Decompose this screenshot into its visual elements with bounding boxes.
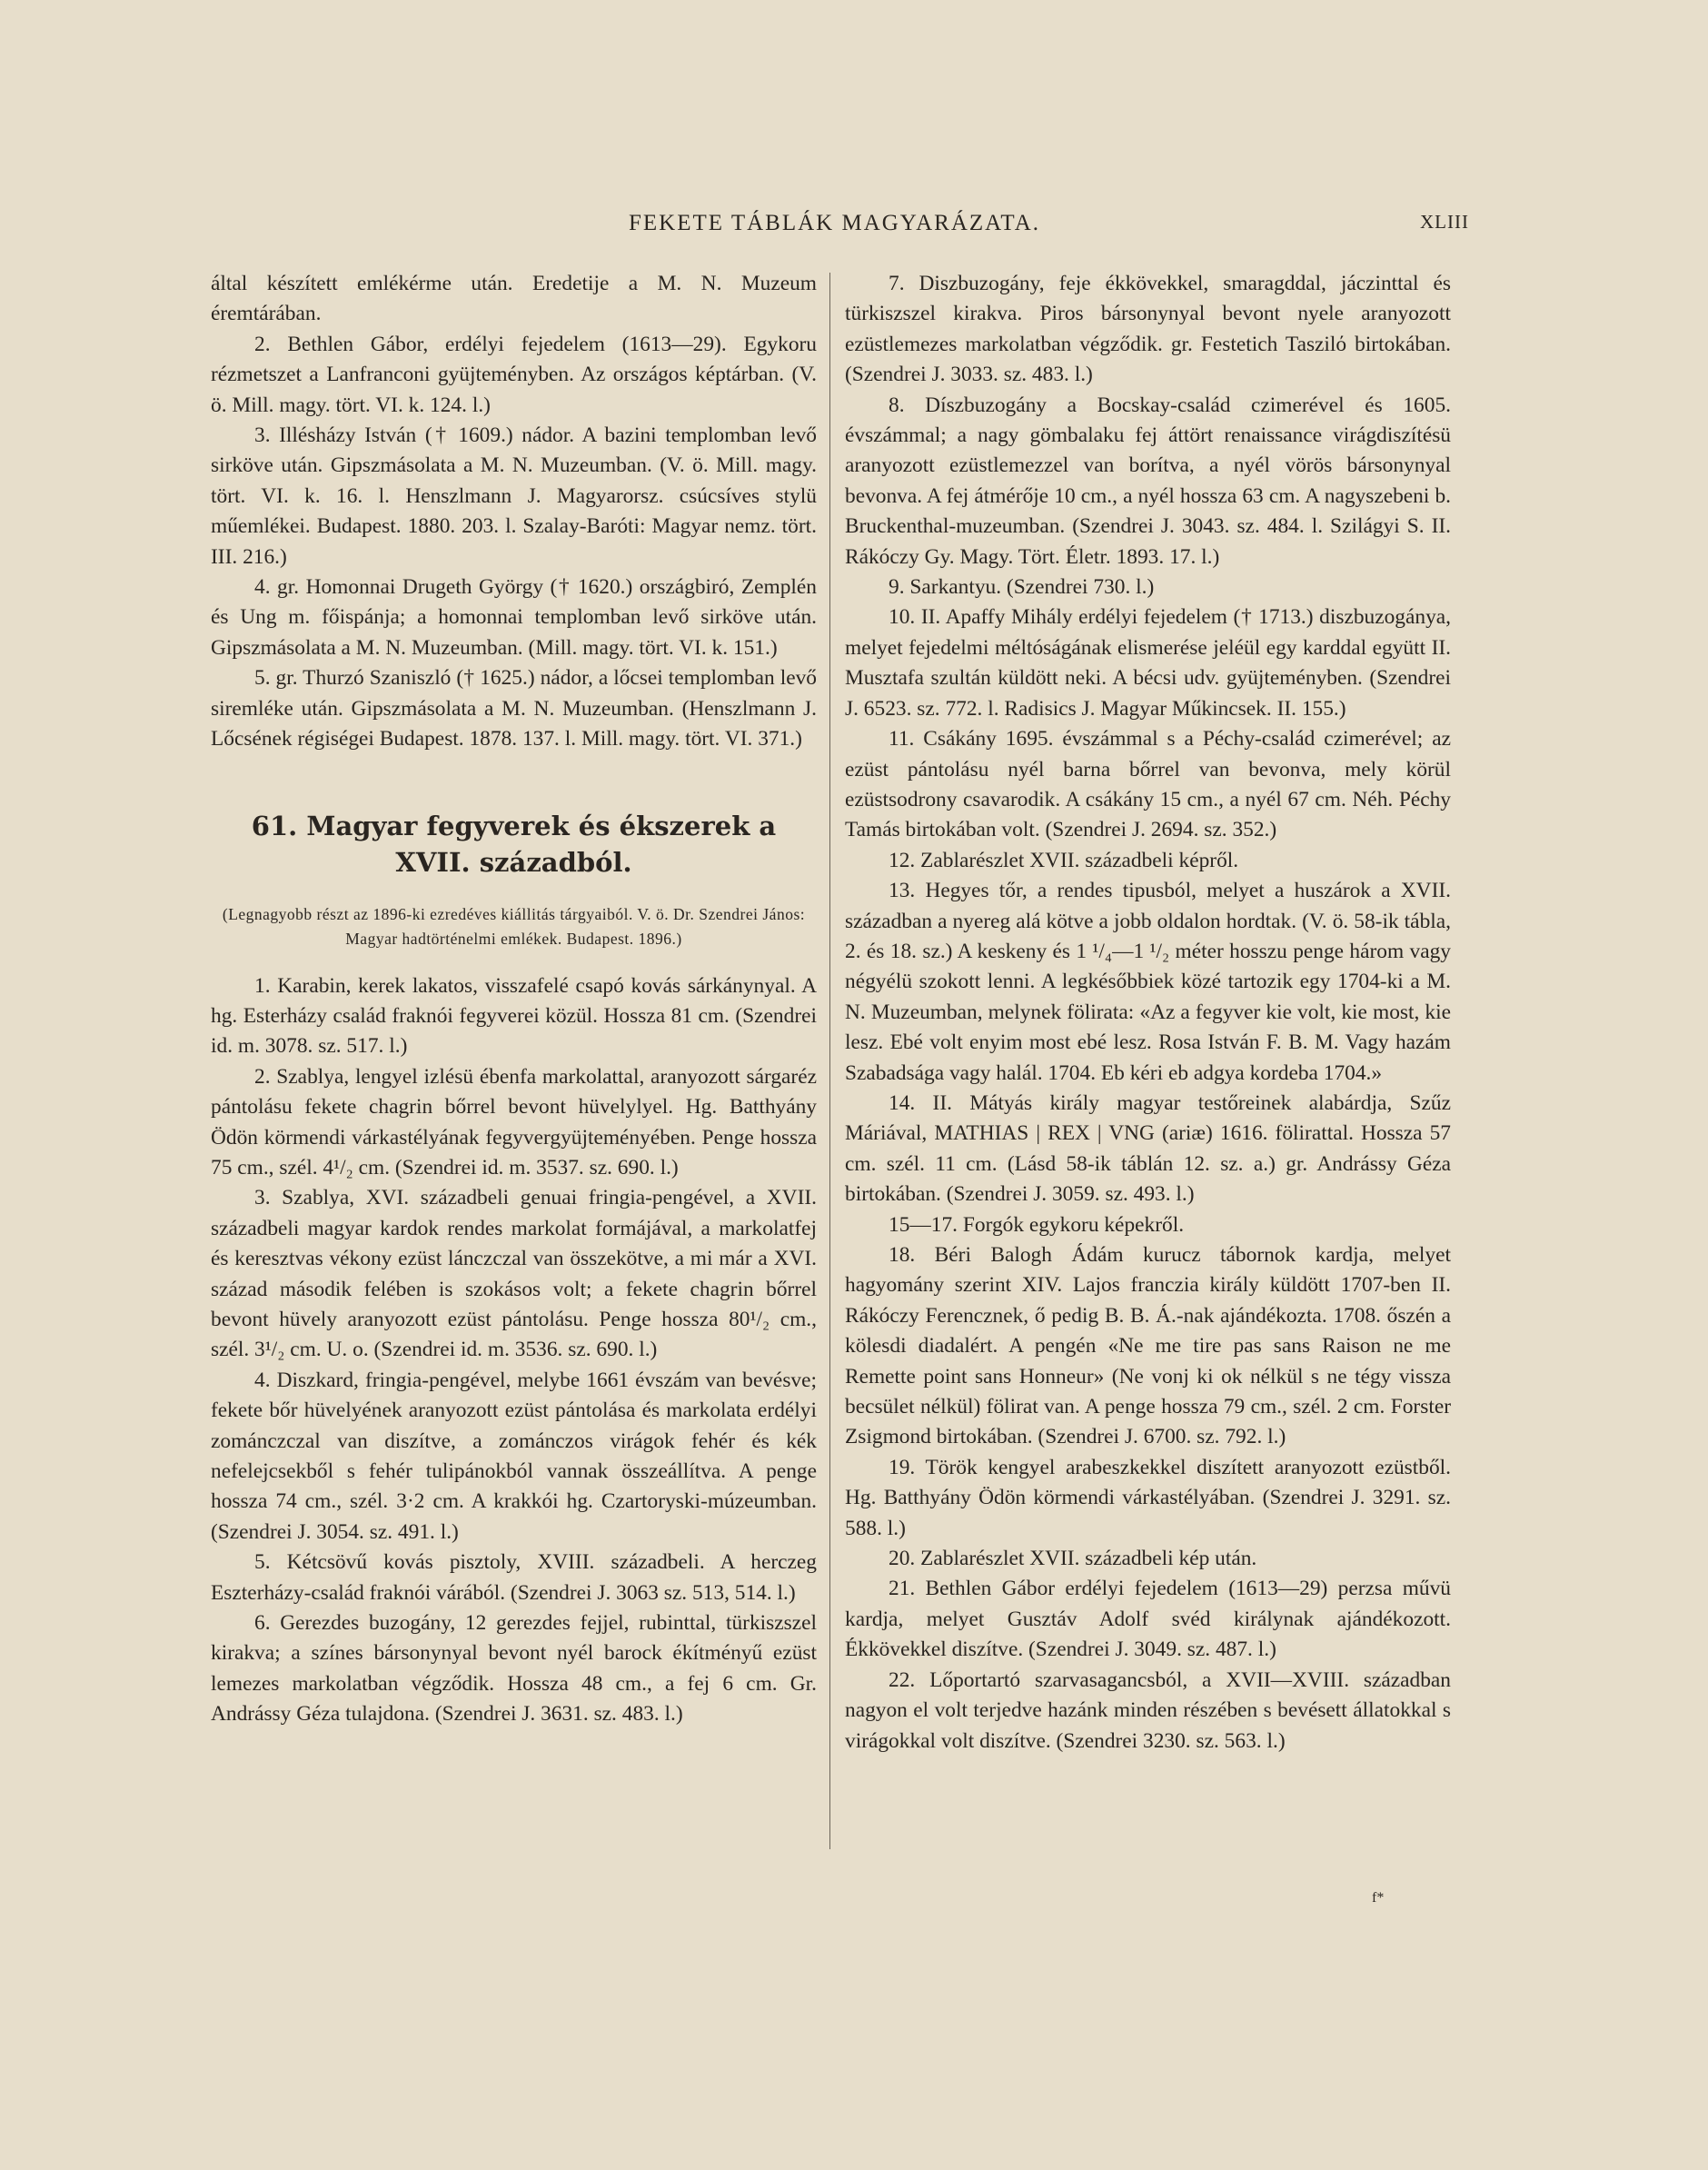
paragraph: 14. II. Mátyás király magyar testőreinek alabárdja, Szűz Máriával, MATHIAS | REX | VNG (ariæ) 1616. fölirattal. Hossza 57 cm. szél. 11 cm. (Lásd 58-ik táblán 12. sz. a.) gr. Andrássy Géza birtokában. (Szendrei J. 3059. sz. 493. l.): [845, 1090, 1451, 1207]
right-column: [845, 269, 1451, 1757]
paragraph: 19. Török kengyel arabeszkekkel diszített aranyozott ezüstből. Hg. Batthyány Ödön körmendi várkastélyában. (Szendrei J. 3291. sz. 588. l.): [845, 1455, 1451, 1540]
paragraph: 5. gr. Thurzó Szaniszló († 1625.) nádor, a lőcsei templomban levő siremléke után. Gipszmásolata a M. N. Muzeumban. (Henszlmann J. Lőcsének régiségei Budapest. 1878. 137. l. Mill. magy. tört. VI. 371.): [211, 666, 817, 752]
paragraph: 7. Diszbuzogány, feje ékkövekkel, smaragddal, jáczinttal és türkiszszel kirakva. Piros bársonynyal bevont nyele aranyozott ezüstlemezes markolatban végződik. gr. Festetich Taszilό birtokában. (Szendrei J. 3033. sz. 483. l.): [845, 272, 1451, 387]
paragraph: 22. Lőportartó szarvasagancsból, a XVII—XVIII. században nagyon el volt terjedve hazánk minden részében s bevésett állatokkal s virágokkal volt diszítve. (Szendrei 3230. sz. 563. l.): [845, 1667, 1451, 1753]
running-header: [211, 211, 1469, 247]
section-note: (Legnagyobb részt az 1896-ki ezredéves kiállitás tárgyaiból. V. ö. Dr. Szendrei János: Magyar hadtörténelmi emlékek. Budapest. 1896.): [222, 904, 806, 948]
paragraph: által készített emlékérme után. Eredetije a M. N. Muzeum éremtárában.: [211, 272, 817, 326]
paragraph: 5. Kétcsövű kovás pisztoly, XVIII. századbeli. A herczeg Eszterházy-család fraknói várából. (Szendrei J. 3063 sz. 513, 514. l.): [211, 1550, 817, 1605]
paragraph: 21. Bethlen Gábor erdélyi fejedelem (1613—29) perzsa művü kardja, melyet Gusztáv Adolf svéd királynak ajándékozott. Ékkövekkel diszítve. (Szendrei J. 3049. sz. 487. l.): [845, 1577, 1451, 1662]
paragraph: 1. Karabin, kerek lakatos, visszafelé csapó kovás sárkánynyal. A hg. Esterházy család fraknói fegyverei közül. Hossza 81 cm. (Szendrei id. m. 3078. sz. 517. l.): [211, 973, 817, 1059]
left-column: [211, 269, 817, 1730]
section-title-line2: XVII. századból.: [395, 846, 632, 878]
paragraph: 9. Sarkantyu. (Szendrei 730. l.): [889, 575, 1155, 600]
paragraph: 4. Diszkard, fringia-pengével, melybe 1661 évszám van bevésve; fekete bőr hüvelyének aranyozott ezüst pántolása és markolata erdélyi zománczczal van diszítve, a zománczos virágok fehér és kék nefelejcsekből s fehér tulipánokból vannak összeállítva. A penge hossza 74 cm., szél. 3·2 cm. A krakkói hg. Czartoryski-múzeumban. (Szendrei J. 3054. sz. 491. l.): [211, 1368, 817, 1544]
paragraph: 15—17. Forgók egykoru képekről.: [889, 1212, 1185, 1237]
section-title: 61. Magyar fegyverek és ékszerek a: [251, 810, 777, 841]
page-number: XLIII: [1420, 211, 1469, 233]
paragraph: 12. Zablarészlet XVII. századbeli képről.: [889, 848, 1239, 872]
paragraph: 2. Bethlen Gábor, erdélyi fejedelem (1613—29). Egykoru rézmetszet a Lanfranconi gyüjteményben. Az országos képtárban. (V. ö. Mill. magy. tört. VI. k. 124. l.): [211, 332, 817, 417]
paragraph: 10. II. Apaffy Mihály erdélyi fejedelem († 1713.) diszbuzogánya, melyet fejedelmi méltóságának elismerése jeléül egy karddal együtt II. Musztafa szultán küldött neki. A bécsi udv. gyüjteményben. (Szendrei J. 6523. sz. 772. l. Radisics J. Magyar Műkincsek. II. 155.): [845, 605, 1451, 721]
paragraph: 8. Díszbuzogány a Bocskay-család czimerével és 1605. évszámmal; a nagy gömbalaku fej áttört renaissance virágdiszítésü aranyozott ezüstlemezzel van borítva, a nyél vörös bársonynyal bevonva. A fej átmérője 10 cm., a nyél hossza 63 cm. A nagyszebeni b. Bruckenthal-muzeumban. (Szendrei J. 3043. sz. 484. l. Szilágyi S. II. Rákóczy Gy. Magy. Tört. Életr. 1893. 17. l.): [845, 393, 1451, 569]
paragraph: 3. Szablya, XVI. századbeli genuai fringia-pengével, a XVII. századbeli magyar kardok rendes markolat formájával, a markolatfej és keresztvas vékony ezüst lánczczal van összekötve, a mi már a XVI. század második felében is szokásos volt; a fekete chagrin bőrrel bevont hüvely aranyozott ezüst pántolásu. Penge hossza 80¹/₂ cm., szél. 3¹/₂ cm. U. o. (Szendrei id. m. 3536. sz. 690. l.): [211, 1186, 817, 1362]
paragraph: 6. Gerezdes buzogány, 12 gerezdes fejjel, rubinttal, türkiszszel kirakva; a színes bársonynyal bevont nyél barock ékítményű ezüst lemezes markolatban végződik. Hossza 48 cm., a fej 6 cm. Gr. Andrássy Géza tulajdona. (Szendrei J. 3631. sz. 483. l.): [211, 1611, 817, 1727]
signature-mark: f*: [1372, 1890, 1385, 1906]
paragraph: 20. Zablarészlet XVII. századbeli kép után.: [889, 1547, 1257, 1571]
paragraph: 3. Illésházy István († 1609.) nádor. A bazini templomban levő sirköve után. Gipszmásolata a M. N. Muzeumban. (V. ö. Mill. magy. tört. VI. k. 16. l. Henszlmann J. Magyarorsz. csúcsíves stylü műemlékei. Budapest. 1880. 203. l. Szalay-Baróti: Magyar nemz. tört. III. 216.): [211, 423, 817, 569]
paragraph: 18. Béri Balogh Ádám kurucz tábornok kardja, melyet hagyomány szerint XIV. Lajos franczia király küldött 1707-ben II. Rákóczy Ferencznek, ő pedig B. B. Á.-nak ajándékozta. 1708. őszén a kölesdi diadalért. A pengén «Ne me tire pas sans Raison ne me Remette point sans Honneur» (Ne vonj ki ok nélkül s ne tégy vissza becsület nélkül) fölirat van. A penge hossza 79 cm., szél. 2 cm. Forster Zsigmond birtokában. (Szendrei J. 6700. sz. 792. l.): [845, 1243, 1451, 1449]
column-divider: [829, 273, 830, 1849]
header-title: FEKETE TÁBLÁK MAGYARÁZATA.: [629, 211, 1041, 235]
paragraph: 13. Hegyes tőr, a rendes tipusból, melyet a huszárok a XVII. században a nyereg alá kötve a jobb oldalon hordtak. (V. ö. 58-ik tábla, 2. és 18. sz.) A keskeny és 1 ¹/₄—1 ¹/₂ méter hosszu penge három vagy négyélü szokott lenni. A legkésőbbiek közé tartozik egy 1704-ki a M. N. Muzeumban, melynek fölirata: «Az a fegyver kie volt, kie most, kie lesz. Ebé volt enyim most ebé lesz. Rosa István F. B. M. Vagy hazám Szabadsága vagy halál. 1704. Eb kéri eb adgya kordeba 1704.»: [845, 879, 1451, 1085]
paragraph: 11. Csákány 1695. évszámmal s a Péchy-család czimerével; az ezüst pántolásu nyél barna bőrrel van bevonva, mely körül ezüstsodrony csavarodik. A csákány 15 cm., a nyél 67 cm. Néh. Péchy Tamás birtokában volt. (Szendrei J. 2694. sz. 352.): [845, 727, 1451, 842]
paragraph: 2. Szablya, lengyel izlésü ébenfa markolattal, aranyozott sárgaréz pántolásu fekete chagrin bőrrel bevont hüvelylyel. Hg. Batthyány Ödön körmendi várkastélyának fegyvergyüjteményében. Penge hossza 75 cm., szél. 4¹/₂ cm. (Szendrei id. m. 3537. sz. 690. l.): [211, 1064, 817, 1180]
paragraph: 4. gr. Homonnai Drugeth György († 1620.) országbiró, Zemplén és Ung m. főispánja; a homonnai templomban levő sirköve után. Gipszmásolata a M. N. Muzeumban. (Mill. magy. tört. VI. k. 151.): [211, 575, 817, 660]
